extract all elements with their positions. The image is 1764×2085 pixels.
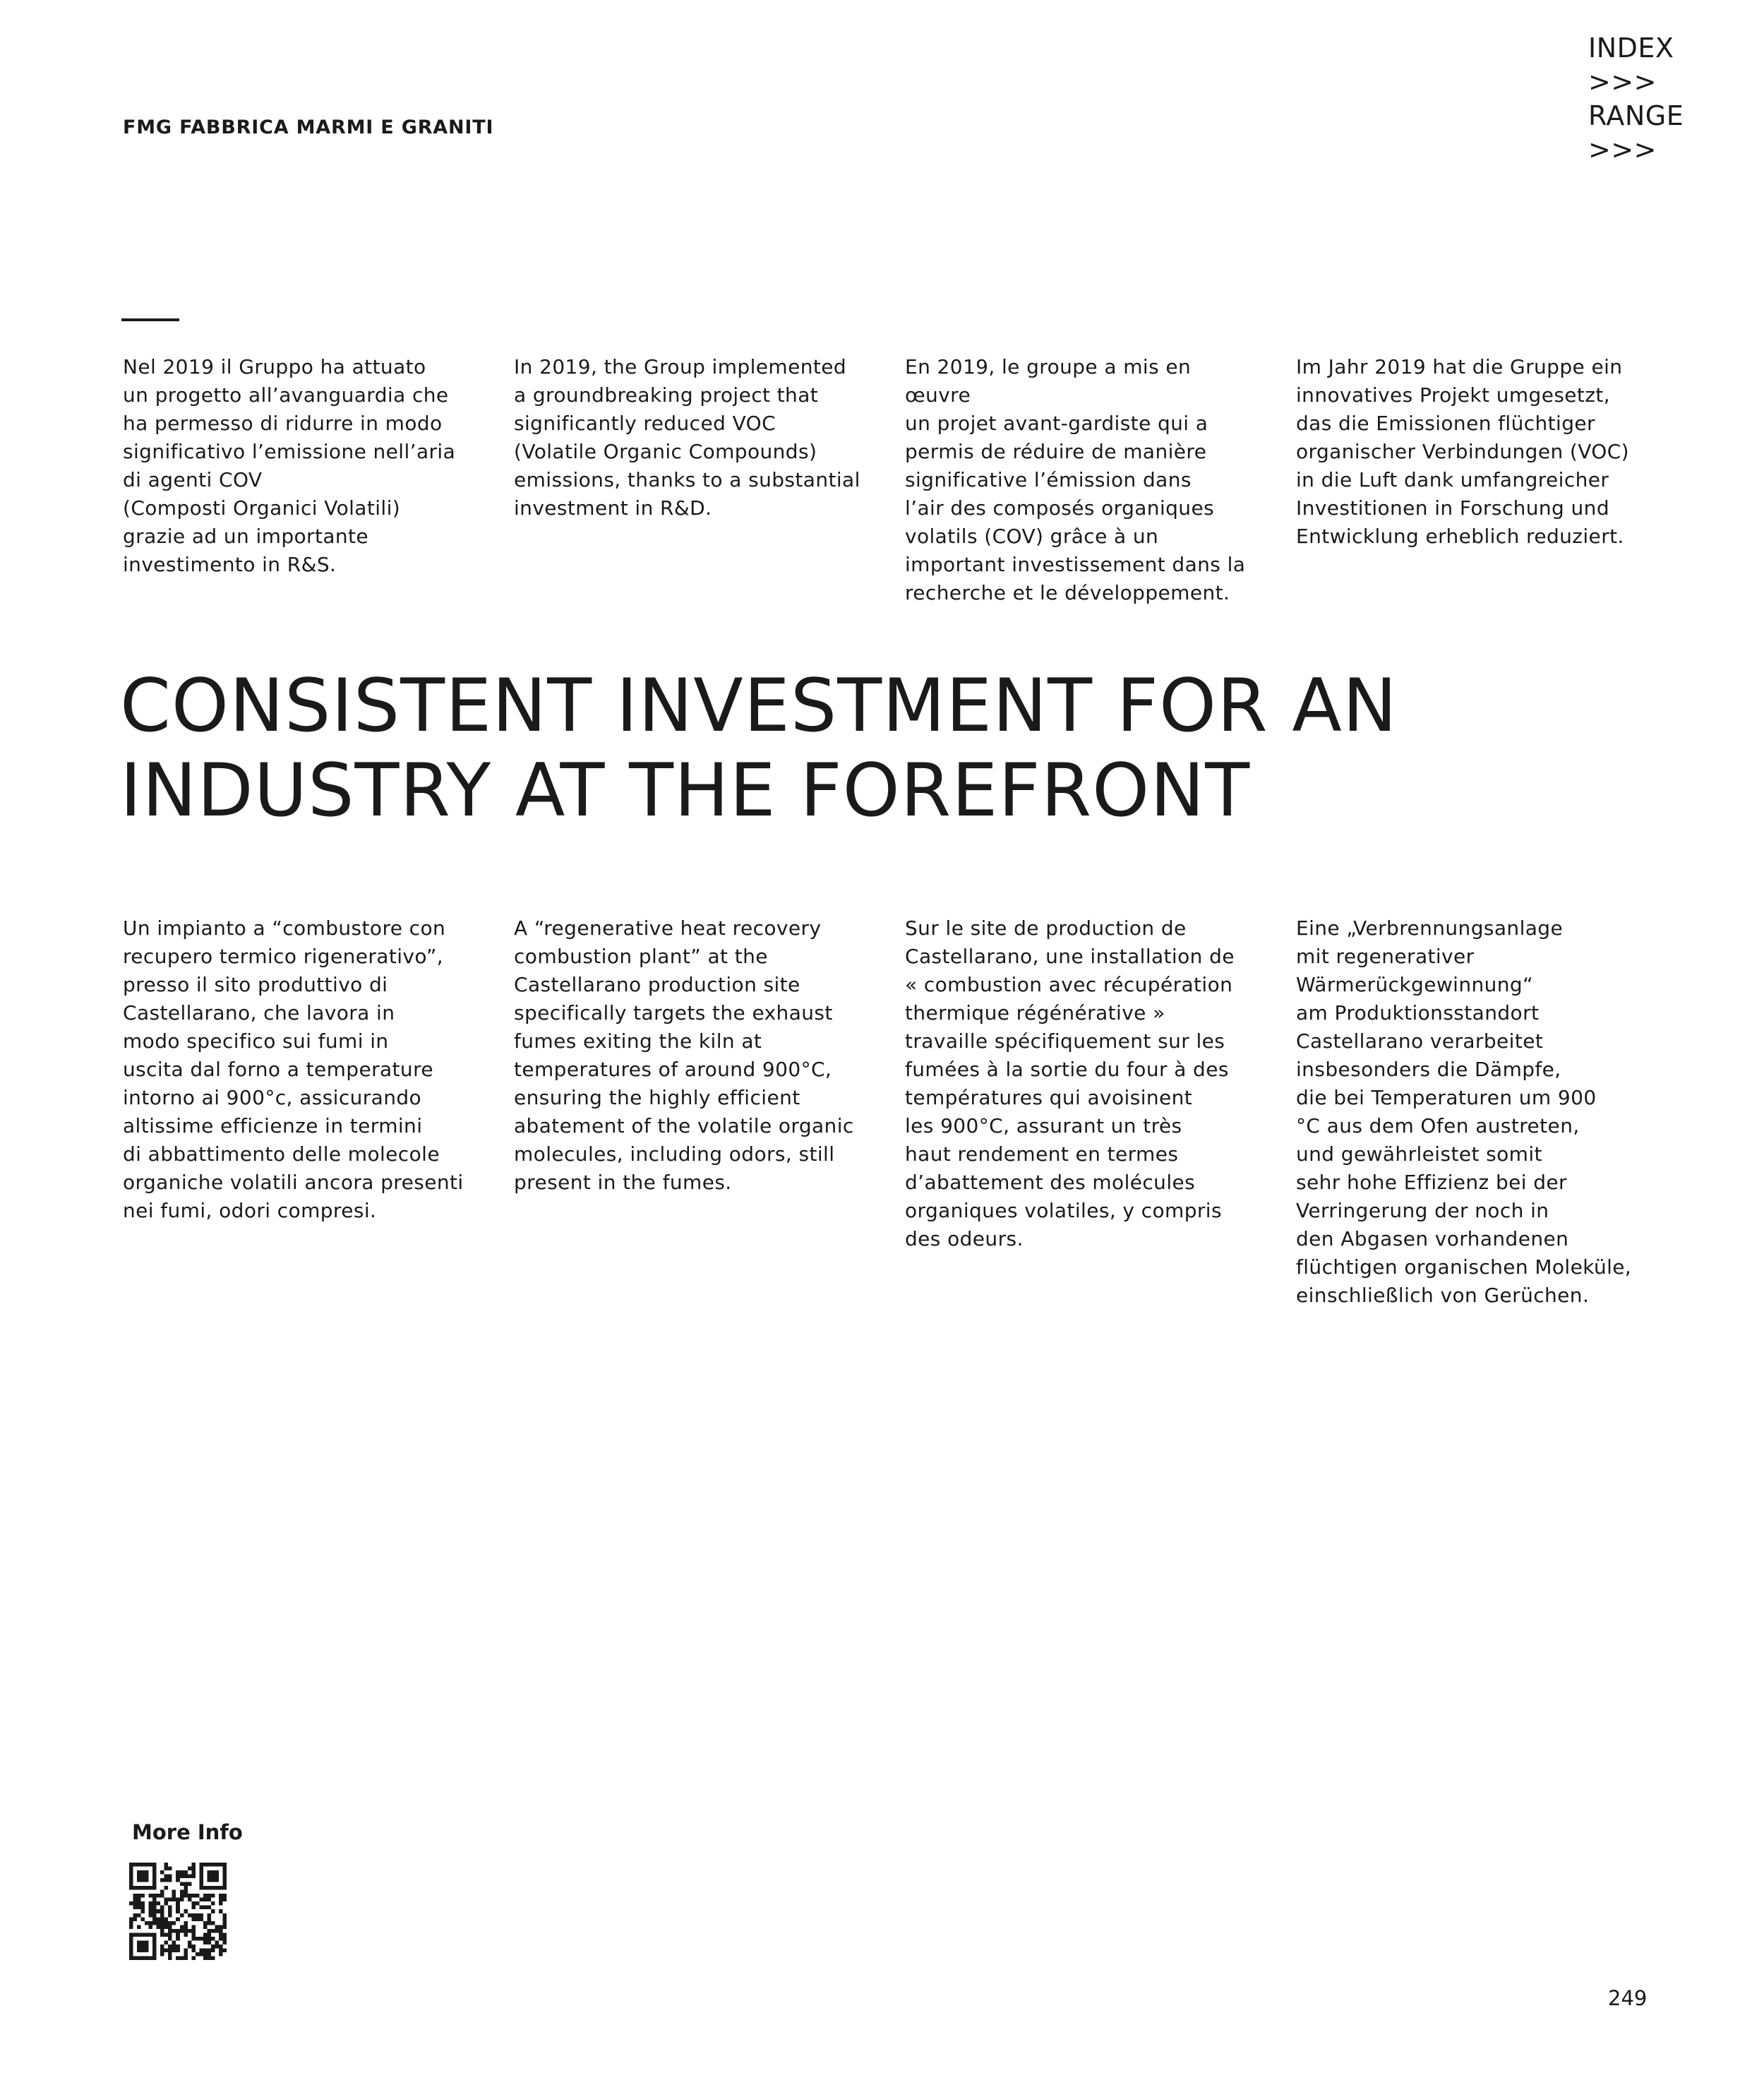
qr-code-icon[interactable] [129,1863,227,1960]
brand-header: FMG FABBRICA MARMI E GRANITI [123,117,494,138]
top-nav [1588,31,1751,167]
intro-text-columns [123,353,1704,627]
body-text-columns [123,914,1704,1330]
more-info-label: More Info [132,1820,243,1844]
body-text-german: Eine „Verbrennungsanlage mit regenerativer Wärmerückgewinnung“ am Produktionsstandort Castellarano verarbeitet insbesonders die Dämpfe, die bei Temperaturen um 900 °C aus dem Ofen austreten, und gewährleistet somit sehr hohe Effizienz bei der Verringerung der noch in den Abgasen vorhandenen flüchtigen organischen Moleküle, einschließlich von Gerüchen. [1296,916,1632,1307]
range-link[interactable]: RANGE >>> [1588,100,1684,165]
intro-text-german: Im Jahr 2019 hat die Gruppe ein innovatives Projekt umgesetzt, das die Emissionen flüchtiger organischer Verbindungen (VOC) in die Luft dank umfangreicher Investitionen in Forschung und Entwicklung erheblich reduziert. [1296,355,1630,548]
body-text-french: Sur le site de production de Castellarano, une installation de « combustion avec récupération thermique régénérative » travaille spécifiquement sur les fumées à la sortie du four à des températures qui avoisinent les 900°C, assurant un très haut rendement en termes d’abattement des molécules organiques volatiles, y compris des odeurs. [905,916,1235,1250]
intro-text-english: In 2019, the Group implemented a groundbreaking project that significantly reduced VOC (Volatile Organic Compounds) emissions, thanks to a substantial investment in R&D. [514,355,860,520]
intro-text-french: En 2019, le groupe a mis en œuvre un projet avant-gardiste qui a permis de réduire de manière significative l’émission dans l’air des composés organiques volatils (COV) grâce à un important investissement dans la recherche et le développement. [905,355,1246,604]
body-text-english: A “regenerative heat recovery combustion plant” at the Castellarano production site specifically targets the exhaust fumes exiting the kiln at temperatures of around 900°C, ensuring the highly efficient abatement of the volatile organic molecules, including odors, still present in the fumes. [514,916,854,1194]
body-text-italian: Un impianto a “combustore con recupero termico rigenerativo”, presso il sito produttivo di Castellarano, che lavora in modo specifico sui fumi in uscita dal forno a temperature intorno ai 900°c, assicurando altissime efficienze in termini di abbattimento delle molecole organiche volatili ancora presenti nei fumi, odori compresi. [123,916,464,1222]
page-headline: CONSISTENT INVESTMENT FOR AN INDUSTRY AT THE FOREFRONT [120,664,1398,833]
section-divider [121,318,179,321]
intro-text-italian: Nel 2019 il Gruppo ha attuato un progetto all’avanguardia che ha permesso di ridurre in modo significativo l’emissione nell’aria di agenti COV (Composti Organici Volatili) grazie ad un importante investimento in R&S. [123,355,456,576]
index-link[interactable]: INDEX >>> [1588,32,1674,97]
page-number: 249 [1608,1986,1648,2010]
